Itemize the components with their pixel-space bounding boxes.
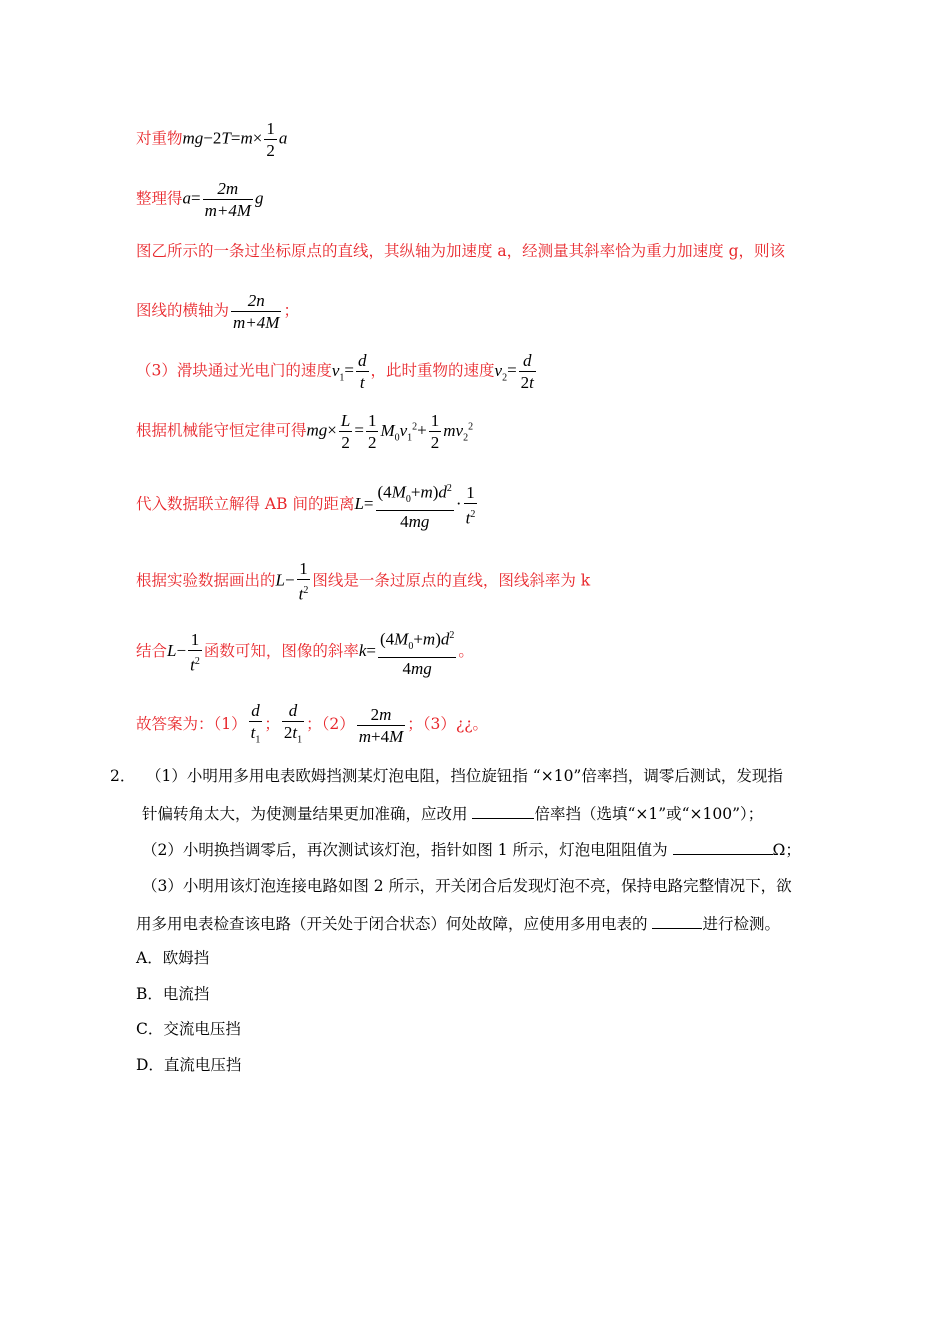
question-text: 用多用电表检查该电路（开关处于闭合状态）何处故障，应使用多用电表的 [136,915,653,933]
separator: ； [264,715,280,734]
line-text: 根据机械能守恒定律可得 [136,421,307,440]
line-text: 结合 [136,642,168,661]
solution-line-velocity: （3）滑块通过光电门的速度$v_1=$ $\frac{d}{t}$ ，此时重物的速度$v_2=$ $\frac{d}{2t}$ [136,351,534,392]
solution-line-combine: 结合L− $\frac{1}{t^2}$ 函数可知，图像的斜率k= $\frac{(4M_0+m)d^2}{4mg}$ 。 [136,625,474,679]
line-text: 对重物 [136,129,183,148]
solution-line-energy: 根据机械能守恒定律可得mg× $\frac{L}{2}$ = $\frac{1}{2}$ $M_0v_1^2+$ $\frac{1}{2}$ $mv_2^2$ [136,411,474,452]
line-end: ； [283,301,299,320]
option-d[interactable]: D．直流电压挡 [136,1056,242,1074]
line-text: 图乙所示的一条过坐标原点的直线，其纵轴为加速度 a，经测量其斜率恰为重力加速度 g，则该 [136,242,786,260]
line-text: （3）滑块通过光电门的速度 [136,361,332,380]
separator: ；（2） [306,715,355,734]
question-part1-line2 [142,802,763,824]
solution-line-horizontal-axis: 图线的横轴为 $\frac{2n}{m+4M}$ ； [136,291,299,332]
solution-line-distance: 代入数据联立解得 AB 间的距离L= $\frac{(4M_0+m)d^2}{4mg}$ · $\frac{1}{t^2}$ [136,478,479,532]
answer-blank-meter-mode[interactable] [652,914,702,929]
question-part1-line1: （1）小明用多用电表欧姆挡测某灯泡电阻，挡位旋钮指 “×10”倍率挡，调零后测试，发现指 [146,767,783,785]
answer-blank-multiplier[interactable] [472,804,534,819]
answer-blank-resistance[interactable] [673,840,773,855]
question-part2 [142,838,801,860]
question-number: 2． [110,767,136,785]
question-text-2: Ω； [772,841,801,859]
line-text-2: ，此时重物的速度 [370,361,495,380]
line-text: 代入数据联立解得 AB 间的距离 [136,495,355,514]
solution-line-heavy-object: 对重物mg−2T=m× $\frac{1}{2}$ a [136,119,288,160]
line-text: 整理得 [136,189,183,208]
line-end: 。 [458,642,474,661]
line-text-2: 函数可知，图像的斜率 [203,642,359,661]
question-text: 针偏转角太大，为使测量结果更加准确，应改用 [142,805,473,823]
question-text-2: 进行检测。 [702,915,780,933]
question-part3-line2 [136,912,780,934]
question-text: （2）小明换挡调零后，再次测试该灯泡，指针如图 1 所示，灯泡电阻阻值为 [142,841,673,859]
option-b[interactable]: B．电流挡 [136,985,210,1003]
line-text-2: 图线是一条过原点的直线，图线斜率为 k [312,571,591,590]
solution-line-graph-slope: 根据实验数据画出的L− $\frac{1}{t^2}$ 图线是一条过原点的直线，图线斜率为 k [136,559,591,604]
solution-line-graph-desc [136,239,785,261]
separator: ；（3）¿¿。 [407,715,489,734]
line-text: 根据实验数据画出的 [136,571,276,590]
question-part3-line1: （3）小明用该灯泡连接电路如图 2 所示，开关闭合后发现灯泡不亮，保持电路完整情况下，欲 [142,877,792,895]
solution-line-simplify: 整理得a= $\frac{2m}{m+4M}$ g [136,179,264,220]
solution-line-answer: 故答案为：（1） $\frac{d}{t_1}$ ； $\frac{d}{2t_1}$ ；（2） $\frac{2m}{m+4M}$ ；（3）¿¿。 [136,701,489,746]
line-text: 故答案为：（1） [136,715,247,734]
question-text-2: 倍率挡（选填“×1”或“×100”）； [534,805,764,823]
line-text: 图线的横轴为 [136,301,230,320]
option-c[interactable]: C．交流电压挡 [136,1020,241,1038]
option-a[interactable]: A．欧姆挡 [136,949,210,967]
